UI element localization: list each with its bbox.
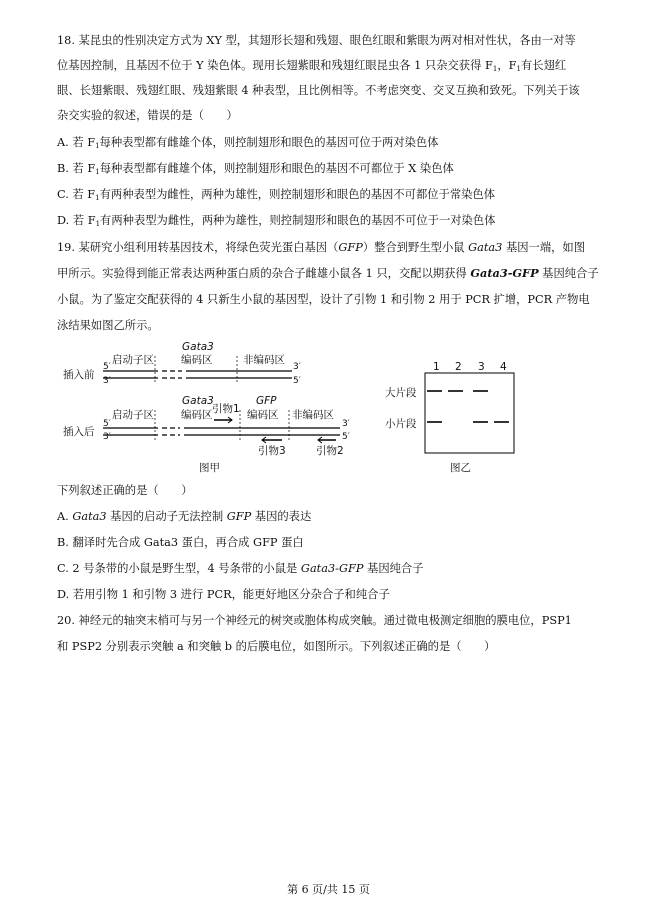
label-5prime-before-top: 5′ bbox=[103, 362, 111, 372]
label-before-insertion: 插入前 bbox=[63, 369, 95, 381]
label-coding-before: 编码区 bbox=[181, 354, 213, 366]
label-gata3-before: Gata3 bbox=[182, 341, 214, 353]
gel-frame bbox=[425, 373, 514, 453]
label-promoter-before: 启动子区 bbox=[112, 354, 154, 366]
label-5prime-after-top: 5′ bbox=[103, 419, 111, 429]
label-gfp: GFP bbox=[256, 395, 277, 407]
q18-line2: 位基因控制，且基因不位于 Y 染色体。现用长翅紫眼和残翅红眼昆虫各 1 只杂交获得 $F_1$，$F_1$有长翅红 bbox=[57, 59, 567, 73]
figure-a-caption: 图甲 bbox=[199, 462, 220, 474]
label-3prime-before-top: 3′ bbox=[293, 362, 301, 372]
label-gata3-after: Gata3 bbox=[182, 395, 214, 407]
lane-3-label: 3 bbox=[478, 361, 485, 373]
lane-2-label: 2 bbox=[455, 361, 462, 373]
label-promoter-after: 启动子区 bbox=[112, 409, 154, 421]
q19-option-d: D. 若用引物 1 和引物 3 进行 PCR，能更好地区分杂合子和纯合子 bbox=[57, 588, 390, 601]
q18-option-c: C. 若 $F_1$有两种表型为雌性，两种为雄性，则控制翅形和眼色的基因不可都位于常染色体 bbox=[57, 188, 496, 202]
label-coding-gfp: 编码区 bbox=[247, 409, 279, 421]
q19-option-c: C. 2 号条带的小鼠是野生型，4 号条带的小鼠是 Gata3-GFP 基因纯合子 bbox=[57, 562, 424, 575]
label-primer3: 引物3 bbox=[258, 445, 286, 457]
page-footer: 第 6 页/共 15 页 bbox=[287, 883, 370, 896]
q20-line1: 20. 神经元的轴突末梢可与另一个神经元的树突或胞体构成突触。通过微电极测定细胞的膜电位，PSP1 bbox=[57, 614, 572, 627]
q19-stem: 下列叙述正确的是（ ） bbox=[57, 484, 193, 497]
q18-line1: 18. 某昆虫的性别决定方式为 XY 型，其翅形长翅和残翅、眼色红眼和紫眼为两对相对性状，各由一对等 bbox=[57, 34, 576, 47]
q18-option-d: D. 若 $F_1$有两种表型为雌性，两种为雄性，则控制翅形和眼色的基因不可位于一对染色体 bbox=[57, 214, 496, 228]
label-3prime-after-bottom: 3′ bbox=[103, 432, 111, 442]
lane-1-label: 1 bbox=[433, 361, 440, 373]
q20-line2: 和 PSP2 分别表示突触 a 和突触 b 的后膜电位，如图所示。下列叙述正确的是（ ） bbox=[57, 640, 496, 653]
label-primer1: 引物1 bbox=[212, 403, 240, 415]
q18-option-b: B. 若 $F_1$每种表型都有雌雄个体，则控制翅形和眼色的基因不可都位于 X 染色体 bbox=[57, 162, 454, 176]
q18-option-a: A. 若 $F_1$每种表型都有雌雄个体，则控制翅形和眼色的基因可位于两对染色体 bbox=[57, 136, 439, 150]
figure-b-caption: 图乙 bbox=[450, 462, 471, 474]
label-noncoding-before: 非编码区 bbox=[243, 354, 285, 366]
q19-line3: 小鼠。为了鉴定交配获得的 4 只新生小鼠的基因型，设计了引物 1 和引物 2 用于 PCR 扩增，PCR 产物电 bbox=[57, 293, 590, 306]
label-coding-after: 编码区 bbox=[181, 409, 213, 421]
q18-line4: 杂交实验的叙述，错误的是（ ） bbox=[57, 109, 238, 122]
q19-option-b: B. 翻译时先合成 Gata3 蛋白，再合成 GFP 蛋白 bbox=[57, 536, 304, 549]
label-small-fragment: 小片段 bbox=[385, 418, 417, 430]
label-3prime-before-bottom: 3′ bbox=[103, 376, 111, 386]
q19-line4: 泳结果如图乙所示。 bbox=[57, 319, 159, 332]
label-primer2: 引物2 bbox=[316, 445, 344, 457]
label-5prime-before-bottom: 5′ bbox=[293, 376, 301, 386]
label-3prime-after-top: 3′ bbox=[342, 419, 350, 429]
q18-line3: 眼、长翅紫眼、残翅红眼、残翅紫眼 4 种表型，且比例相等。不考虑突变、交叉互换和致死。下列关于该 bbox=[57, 84, 580, 97]
label-after-insertion: 插入后 bbox=[63, 426, 95, 438]
q19-line2: 甲所示。实验得到能正常表达两种蛋白质的杂合子雌雄小鼠各 1 只，交配以期获得 Gata3-GFP 基因纯合子 bbox=[57, 266, 599, 280]
q19-option-a: A. Gata3 基因的启动子无法控制 GFP 基因的表达 bbox=[57, 510, 312, 523]
label-large-fragment: 大片段 bbox=[385, 387, 417, 399]
label-noncoding-after: 非编码区 bbox=[292, 409, 334, 421]
lane-4-label: 4 bbox=[500, 361, 507, 373]
q19-line1: 19. 某研究小组利用转基因技术，将绿色荧光蛋白基因（GFP）整合到野生型小鼠 Gata3 基因一端，如图 bbox=[57, 241, 586, 254]
label-5prime-after-bottom: 5′ bbox=[342, 432, 350, 442]
